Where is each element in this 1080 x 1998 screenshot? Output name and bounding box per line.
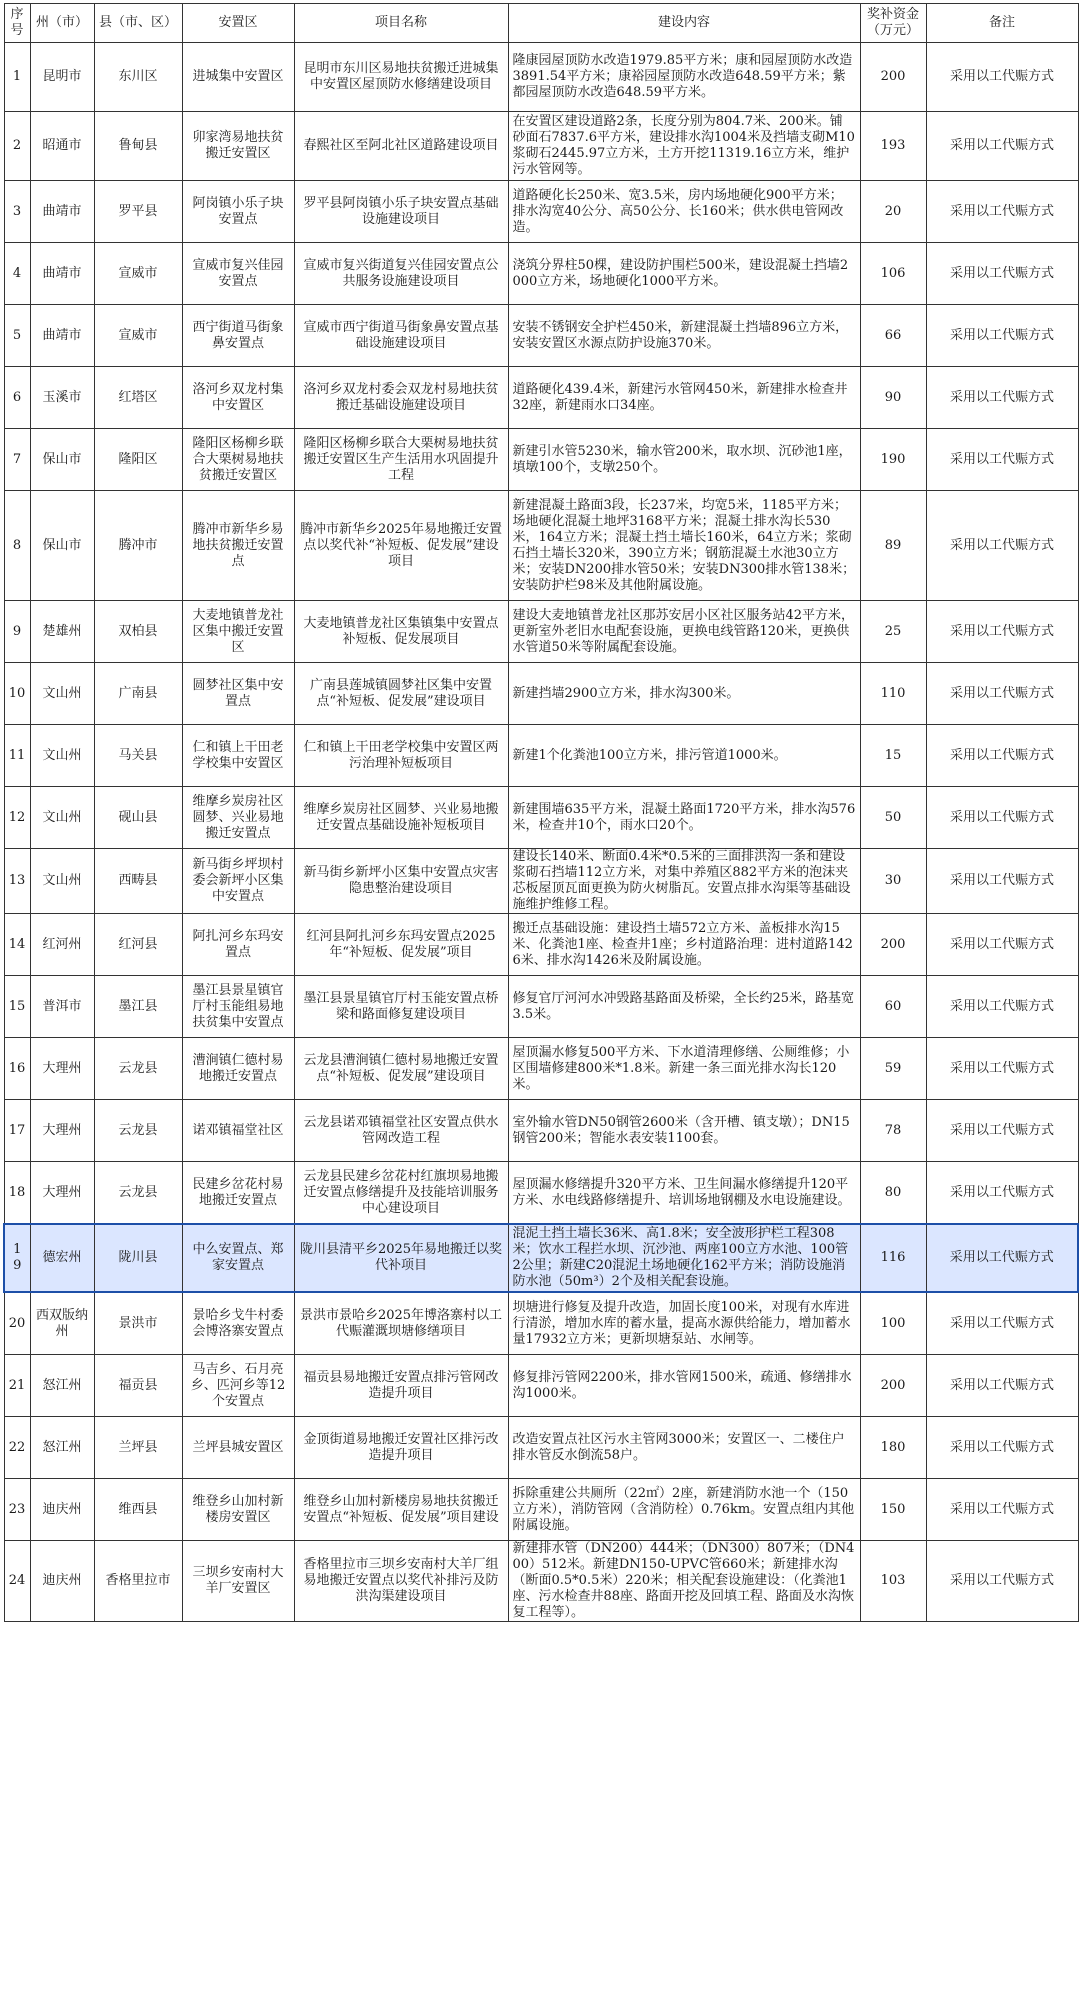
subsidy-fund-cell: 66 [860,305,926,367]
row-number: 14 [4,914,30,976]
row-number: 3 [4,181,30,243]
note-cell: 采用以工代赈方式 [926,181,1078,243]
table-header-row [4,4,1078,43]
prefecture-cell: 怒江州 [30,1417,94,1479]
county-cell: 鲁甸县 [94,112,182,181]
construction-content-cell: 新建混凝土路面3段，长237米，均宽5米，1185平方米；场地硬化混凝土地坪3168平方米；混凝土排水沟长530米，164立方米；混凝土挡土墙长160米，64立方米；浆砌石挡土墙长320米，390立方米；钢筋混凝土水池30立方米；安装DN200排水管50米；安装DN300排水管138米；安装防护栏98米及其他附属设施。 [508,491,860,601]
prefecture-cell: 德宏州 [30,1224,94,1292]
prefecture-cell: 保山市 [30,491,94,601]
construction-content-cell: 屋顶漏水修缮提升320平方米、卫生间漏水修缮提升120平方米、水电线路修缮提升、培训场地钢棚及水电设施建设。 [508,1162,860,1225]
table-row[interactable] [4,976,1078,1038]
note-cell: 采用以工代赈方式 [926,1417,1078,1479]
subsidy-fund-cell: 116 [860,1224,926,1292]
note-cell: 采用以工代赈方式 [926,663,1078,725]
construction-content-cell: 隆康园屋顶防水改造1979.85平方米；康和园屋顶防水改造3891.54平方米；康裕园屋顶防水改造648.59平方米；紫都园屋顶防水改造648.59平方米。 [508,43,860,112]
prefecture-cell: 大理州 [30,1038,94,1100]
settlement-area-cell: 洛河乡双龙村集中安置区 [182,367,294,429]
subsidy-fund-cell: 30 [860,849,926,914]
project-name-cell: 墨江县景星镇官厅村玉能安置点桥梁和路面修复建设项目 [294,976,508,1038]
settlement-area-cell: 卯家湾易地扶贫搬迁安置区 [182,112,294,181]
settlement-area-cell: 大麦地镇普龙社区集中搬迁安置区 [182,601,294,663]
subsidy-fund-cell: 15 [860,725,926,787]
project-name-cell: 景洪市景哈乡2025年博洛寨村以工代赈灌溉坝塘修缮项目 [294,1292,508,1355]
county-cell: 云龙县 [94,1038,182,1100]
table-row[interactable] [4,43,1078,112]
construction-content-cell: 修复排污管网2200米，排水管网1500米，疏通、修缮排水沟1000米。 [508,1355,860,1417]
project-name-cell: 维登乡山加村新楼房易地扶贫搬迁安置点“补短板、促发展”项目建设 [294,1479,508,1541]
construction-content-cell: 坝塘进行修复及提升改造，加固长度100米，对现有水库进行清淤，增加水库的蓄水量，提高水源供给能力，增加蓄水量17932立方米；更新坝塘泵站、水闸等。 [508,1292,860,1355]
table-row[interactable] [4,181,1078,243]
prefecture-cell: 迪庆州 [30,1541,94,1622]
construction-content-cell: 新建引水管5230米，输水管200米，取水坝、沉砂池1座，填墩100个，支墩250个。 [508,429,860,491]
note-cell: 采用以工代赈方式 [926,243,1078,305]
note-cell: 采用以工代赈方式 [926,1100,1078,1162]
row-number: 21 [4,1355,30,1417]
subsidy-fund-cell: 110 [860,663,926,725]
subsidy-fund-cell: 200 [860,43,926,112]
settlement-area-cell: 景哈乡戈牛村委会博洛寨安置点 [182,1292,294,1355]
construction-content-cell: 混泥土挡土墙长36米、高1.8米；安全波形护栏工程308米；饮水工程拦水坝、沉沙池、两座100立方水池、100管2公里；新建C20混泥土场地硬化162平方米；消防设施消防水池（50m³）2个及相关配套设施。 [508,1224,860,1292]
row-number: 2 [4,112,30,181]
note-cell: 采用以工代赈方式 [926,1355,1078,1417]
subsidy-fund-cell: 59 [860,1038,926,1100]
project-name-cell: 金顶街道易地搬迁安置社区排污改造提升项目 [294,1417,508,1479]
table-row[interactable] [4,725,1078,787]
subsidy-fund-cell: 25 [860,601,926,663]
subsidy-fund-cell: 103 [860,1541,926,1622]
construction-content-cell: 新建围墙635平方米，混凝土路面1720平方米，排水沟576米，检查井10个，雨水口20个。 [508,787,860,849]
project-name-cell: 陇川县清平乡2025年易地搬迁以奖代补项目 [294,1224,508,1292]
subsidy-fund-cell: 106 [860,243,926,305]
county-cell: 红塔区 [94,367,182,429]
table-row[interactable] [4,112,1078,181]
prefecture-cell: 西双版纳州 [30,1292,94,1355]
table-row[interactable] [4,367,1078,429]
project-name-cell: 洛河乡双龙村委会双龙村易地扶贫搬迁基础设施建设项目 [294,367,508,429]
prefecture-cell: 文山州 [30,663,94,725]
row-number: 23 [4,1479,30,1541]
prefecture-cell: 昭通市 [30,112,94,181]
construction-content-cell: 浇筑分界柱50棵，建设防护围栏500米，建设混凝土挡墙2000立方米，场地硬化1000平方米。 [508,243,860,305]
header-area: 安置区 [182,4,294,43]
construction-content-cell: 道路硬化长250米、宽3.5米，房内场地硬化900平方米；排水沟宽40公分、高50公分、长160米；供水供电管网改造。 [508,181,860,243]
note-cell: 采用以工代赈方式 [926,976,1078,1038]
table-row[interactable] [4,1355,1078,1417]
settlement-area-cell: 民建乡岔花村易地搬迁安置点 [182,1162,294,1225]
construction-content-cell: 修复官厅河河水冲毁路基路面及桥梁，全长约25米，路基宽3.5米。 [508,976,860,1038]
subsidy-table [3,3,1079,1622]
settlement-area-cell: 诺邓镇福堂社区 [182,1100,294,1162]
header-prefecture: 州（市） [30,4,94,43]
table-row[interactable] [4,1162,1078,1225]
settlement-area-cell: 隆阳区杨柳乡联合大栗树易地扶贫搬迁安置区 [182,429,294,491]
row-number: 20 [4,1292,30,1355]
row-number: 7 [4,429,30,491]
row-number: 11 [4,725,30,787]
prefecture-cell: 普洱市 [30,976,94,1038]
project-name-cell: 隆阳区杨柳乡联合大栗树易地扶贫搬迁安置区生产生活用水巩固提升工程 [294,429,508,491]
prefecture-cell: 怒江州 [30,1355,94,1417]
project-name-cell: 宣威市西宁街道马街象鼻安置点基础设施建设项目 [294,305,508,367]
construction-content-cell: 新建排水管（DN200）444米；（DN300）807米；（DN400）512米。新建DN150-UPVC管660米；新建排水沟（断面0.5*0.5米）220米；相关配套设施建设：（化粪池1座、污水检查井88座、路面开挖及回填工程、路面及水沟恢复工程等）。 [508,1541,860,1622]
header-project: 项目名称 [294,4,508,43]
county-cell: 墨江县 [94,976,182,1038]
county-cell: 马关县 [94,725,182,787]
county-cell: 陇川县 [94,1224,182,1292]
row-number: 8 [4,491,30,601]
settlement-area-cell: 维登乡山加村新楼房安置区 [182,1479,294,1541]
settlement-area-cell: 阿岗镇小乐子块安置点 [182,181,294,243]
project-name-cell: 福贡县易地搬迁安置点排污管网改造提升项目 [294,1355,508,1417]
prefecture-cell: 曲靖市 [30,305,94,367]
project-name-cell: 广南县莲城镇圆梦社区集中安置点“补短板、促发展”建设项目 [294,663,508,725]
row-number: 24 [4,1541,30,1622]
settlement-area-cell: 仁和镇上干田老学校集中安置区 [182,725,294,787]
subsidy-fund-cell: 89 [860,491,926,601]
row-number: 4 [4,243,30,305]
county-cell: 罗平县 [94,181,182,243]
settlement-area-cell: 马吉乡、石月亮乡、匹河乡等12个安置点 [182,1355,294,1417]
construction-content-cell: 道路硬化439.4米，新建污水管网450米，新建排水检查井32座，新建雨水口34座。 [508,367,860,429]
county-cell: 隆阳区 [94,429,182,491]
county-cell: 香格里拉市 [94,1541,182,1622]
note-cell: 采用以工代赈方式 [926,914,1078,976]
project-name-cell: 昆明市东川区易地扶贫搬迁进城集中安置区屋顶防水修缮建设项目 [294,43,508,112]
note-cell: 采用以工代赈方式 [926,1038,1078,1100]
table-row[interactable] [4,663,1078,725]
subsidy-fund-cell: 150 [860,1479,926,1541]
row-number: 18 [4,1162,30,1225]
construction-content-cell: 新建1个化粪池100立方米，排污管道1000米。 [508,725,860,787]
settlement-area-cell: 宣威市复兴佳园安置点 [182,243,294,305]
project-name-cell: 春熙社区至阿北社区道路建设项目 [294,112,508,181]
subsidy-fund-cell: 190 [860,429,926,491]
prefecture-cell: 曲靖市 [30,181,94,243]
table-row[interactable] [4,1224,1078,1292]
row-number: 10 [4,663,30,725]
prefecture-cell: 曲靖市 [30,243,94,305]
construction-content-cell: 安装不锈钢安全护栏450米，新建混凝土挡墙896立方米，安装安置区水源点防护设施370米。 [508,305,860,367]
subsidy-fund-cell: 200 [860,914,926,976]
subsidy-fund-cell: 200 [860,1355,926,1417]
project-name-cell: 云龙县漕涧镇仁德村易地搬迁安置点“补短板、促发展”建设项目 [294,1038,508,1100]
county-cell: 宣威市 [94,243,182,305]
header-county: 县（市、区） [94,4,182,43]
subsidy-fund-cell: 193 [860,112,926,181]
project-name-cell: 云龙县诺邓镇福堂社区安置点供水管网改造工程 [294,1100,508,1162]
table-row[interactable] [4,601,1078,663]
note-cell: 采用以工代赈方式 [926,1292,1078,1355]
construction-content-cell: 拆除重建公共厕所（22㎡）2座，新建消防水池一个（150立方米），消防管网（含消防栓）0.76km。安置点组内其他附属设施。 [508,1479,860,1541]
table-row[interactable] [4,1479,1078,1541]
county-cell: 红河县 [94,914,182,976]
table-row[interactable] [4,914,1078,976]
row-number: 16 [4,1038,30,1100]
table-row[interactable] [4,491,1078,601]
note-cell: 采用以工代赈方式 [926,43,1078,112]
subsidy-fund-cell: 78 [860,1100,926,1162]
row-number: 12 [4,787,30,849]
county-cell: 福贡县 [94,1355,182,1417]
project-name-cell: 大麦地镇普龙社区集镇集中安置点补短板、促发展项目 [294,601,508,663]
table-row[interactable] [4,305,1078,367]
county-cell: 腾冲市 [94,491,182,601]
project-name-cell: 维摩乡炭房社区圆梦、兴业易地搬迁安置点基础设施补短板项目 [294,787,508,849]
settlement-area-cell: 维摩乡炭房社区圆梦、兴业易地搬迁安置点 [182,787,294,849]
county-cell: 云龙县 [94,1100,182,1162]
row-number: 1 [4,43,30,112]
construction-content-cell: 改造安置点社区污水主管网3000米；安置区一、二楼住户排水管反水倒流58户。 [508,1417,860,1479]
row-number: 17 [4,1100,30,1162]
prefecture-cell: 红河州 [30,914,94,976]
prefecture-cell: 保山市 [30,429,94,491]
table-row[interactable] [4,787,1078,849]
note-cell: 采用以工代赈方式 [926,112,1078,181]
prefecture-cell: 大理州 [30,1162,94,1225]
subsidy-fund-cell: 180 [860,1417,926,1479]
county-cell: 景洪市 [94,1292,182,1355]
table-row[interactable] [4,849,1078,914]
row-number: 6 [4,367,30,429]
county-cell: 砚山县 [94,787,182,849]
settlement-area-cell: 三坝乡安南村大羊厂安置区 [182,1541,294,1622]
construction-content-cell: 建设长140米、断面0.4米*0.5米的三面排洪沟一条和建设浆砌石挡墙112立方米，对集中养殖区882平方米的泡沫夹芯板屋顶瓦面更换为防火树脂瓦。安置点排水沟渠等基础设施维护维修工程。 [508,849,860,914]
prefecture-cell: 昆明市 [30,43,94,112]
table-row[interactable] [4,1417,1078,1479]
subsidy-fund-cell: 100 [860,1292,926,1355]
settlement-area-cell: 中么安置点、郑家安置点 [182,1224,294,1292]
table-row[interactable] [4,429,1078,491]
prefecture-cell: 大理州 [30,1100,94,1162]
settlement-area-cell: 进城集中安置区 [182,43,294,112]
row-number: 9 [4,601,30,663]
settlement-area-cell: 新马街乡坪坝村委会新坪小区集中安置点 [182,849,294,914]
table-row[interactable] [4,1292,1078,1355]
county-cell: 广南县 [94,663,182,725]
note-cell: 采用以工代赈方式 [926,1479,1078,1541]
construction-content-cell: 在安置区建设道路2条，长度分别为804.7米、200米。铺砂面石7837.6平方米，建设排水沟1004米及挡墙支砌M10浆砌石2445.97立方米，土方开挖11319.16立方米，维护污水管网等。 [508,112,860,181]
settlement-area-cell: 漕涧镇仁德村易地搬迁安置点 [182,1038,294,1100]
subsidy-fund-cell: 60 [860,976,926,1038]
prefecture-cell: 文山州 [30,725,94,787]
settlement-area-cell: 墨江县景星镇官厅村玉能组易地扶贫集中安置点 [182,976,294,1038]
table-row[interactable] [4,1541,1078,1622]
subsidy-fund-cell: 50 [860,787,926,849]
note-cell: 采用以工代赈方式 [926,1162,1078,1225]
construction-content-cell: 新建挡墙2900立方米，排水沟300米。 [508,663,860,725]
project-name-cell: 云龙县民建乡岔花村红旗坝易地搬迁安置点修缮提升及技能培训服务中心建设项目 [294,1162,508,1225]
note-cell: 采用以工代赈方式 [926,305,1078,367]
county-cell: 东川区 [94,43,182,112]
note-cell: 采用以工代赈方式 [926,601,1078,663]
settlement-area-cell: 西宁街道马街象鼻安置点 [182,305,294,367]
prefecture-cell: 迪庆州 [30,1479,94,1541]
project-name-cell: 仁和镇上干田老学校集中安置区两污治理补短板项目 [294,725,508,787]
project-name-cell: 新马街乡新坪小区集中安置点灾害隐患整治建设项目 [294,849,508,914]
construction-content-cell: 搬迁点基础设施：建设挡土墙572立方米、盖板排水沟15米、化粪池1座、检查井1座；乡村道路治理：进村道路1426米、排水沟1426米及附属设施。 [508,914,860,976]
table-body [4,43,1078,1622]
row-number: 13 [4,849,30,914]
project-name-cell: 罗平县阿岗镇小乐子块安置点基础设施建设项目 [294,181,508,243]
settlement-area-cell: 圆梦社区集中安置点 [182,663,294,725]
construction-content-cell: 建设大麦地镇普龙社区那苏安居小区社区服务站42平方米，更新室外老旧水电配套设施，更换电线管路120米，更换供水管道50米等附属配套设施。 [508,601,860,663]
note-cell: 采用以工代赈方式 [926,787,1078,849]
header-no: 序号 [4,4,30,43]
row-number: 15 [4,976,30,1038]
header-fund: 奖补资金（万元） [860,4,926,43]
county-cell: 兰坪县 [94,1417,182,1479]
construction-content-cell: 屋顶漏水修复500平方米、下水道清理修缮、公厕维修；小区围墙修建800米*1.8米。新建一条三面光排水沟长120米。 [508,1038,860,1100]
county-cell: 双柏县 [94,601,182,663]
note-cell: 采用以工代赈方式 [926,1224,1078,1292]
county-cell: 西畴县 [94,849,182,914]
project-name-cell: 红河县阿扎河乡东玛安置点2025年“补短板、促发展”项目 [294,914,508,976]
header-note: 备注 [926,4,1078,43]
subsidy-fund-cell: 80 [860,1162,926,1225]
settlement-area-cell: 兰坪县城安置区 [182,1417,294,1479]
project-name-cell: 香格里拉市三坝乡安南村大羊厂组易地搬迁安置点以奖代补排污及防洪沟渠建设项目 [294,1541,508,1622]
prefecture-cell: 玉溪市 [30,367,94,429]
row-number: 19 [4,1224,30,1292]
county-cell: 维西县 [94,1479,182,1541]
row-number: 5 [4,305,30,367]
table-row[interactable] [4,1100,1078,1162]
project-name-cell: 宣威市复兴街道复兴佳园安置点公共服务设施建设项目 [294,243,508,305]
subsidy-fund-cell: 20 [860,181,926,243]
header-content: 建设内容 [508,4,860,43]
prefecture-cell: 文山州 [30,787,94,849]
county-cell: 宣威市 [94,305,182,367]
table-row[interactable] [4,243,1078,305]
prefecture-cell: 楚雄州 [30,601,94,663]
note-cell: 采用以工代赈方式 [926,1541,1078,1622]
construction-content-cell: 室外输水管DN50钢管2600米（含开槽、镇支墩）；DN15钢管200米；智能水表安装1100套。 [508,1100,860,1162]
note-cell: 采用以工代赈方式 [926,367,1078,429]
settlement-area-cell: 腾冲市新华乡易地扶贫搬迁安置点 [182,491,294,601]
project-name-cell: 腾冲市新华乡2025年易地搬迁安置点以奖代补“补短板、促发展”建设项目 [294,491,508,601]
prefecture-cell: 文山州 [30,849,94,914]
row-number: 22 [4,1417,30,1479]
subsidy-fund-cell: 90 [860,367,926,429]
note-cell: 采用以工代赈方式 [926,429,1078,491]
settlement-area-cell: 阿扎河乡东玛安置点 [182,914,294,976]
note-cell: 采用以工代赈方式 [926,725,1078,787]
county-cell: 云龙县 [94,1162,182,1225]
note-cell: 采用以工代赈方式 [926,491,1078,601]
note-cell: 采用以工代赈方式 [926,849,1078,914]
table-row[interactable] [4,1038,1078,1100]
